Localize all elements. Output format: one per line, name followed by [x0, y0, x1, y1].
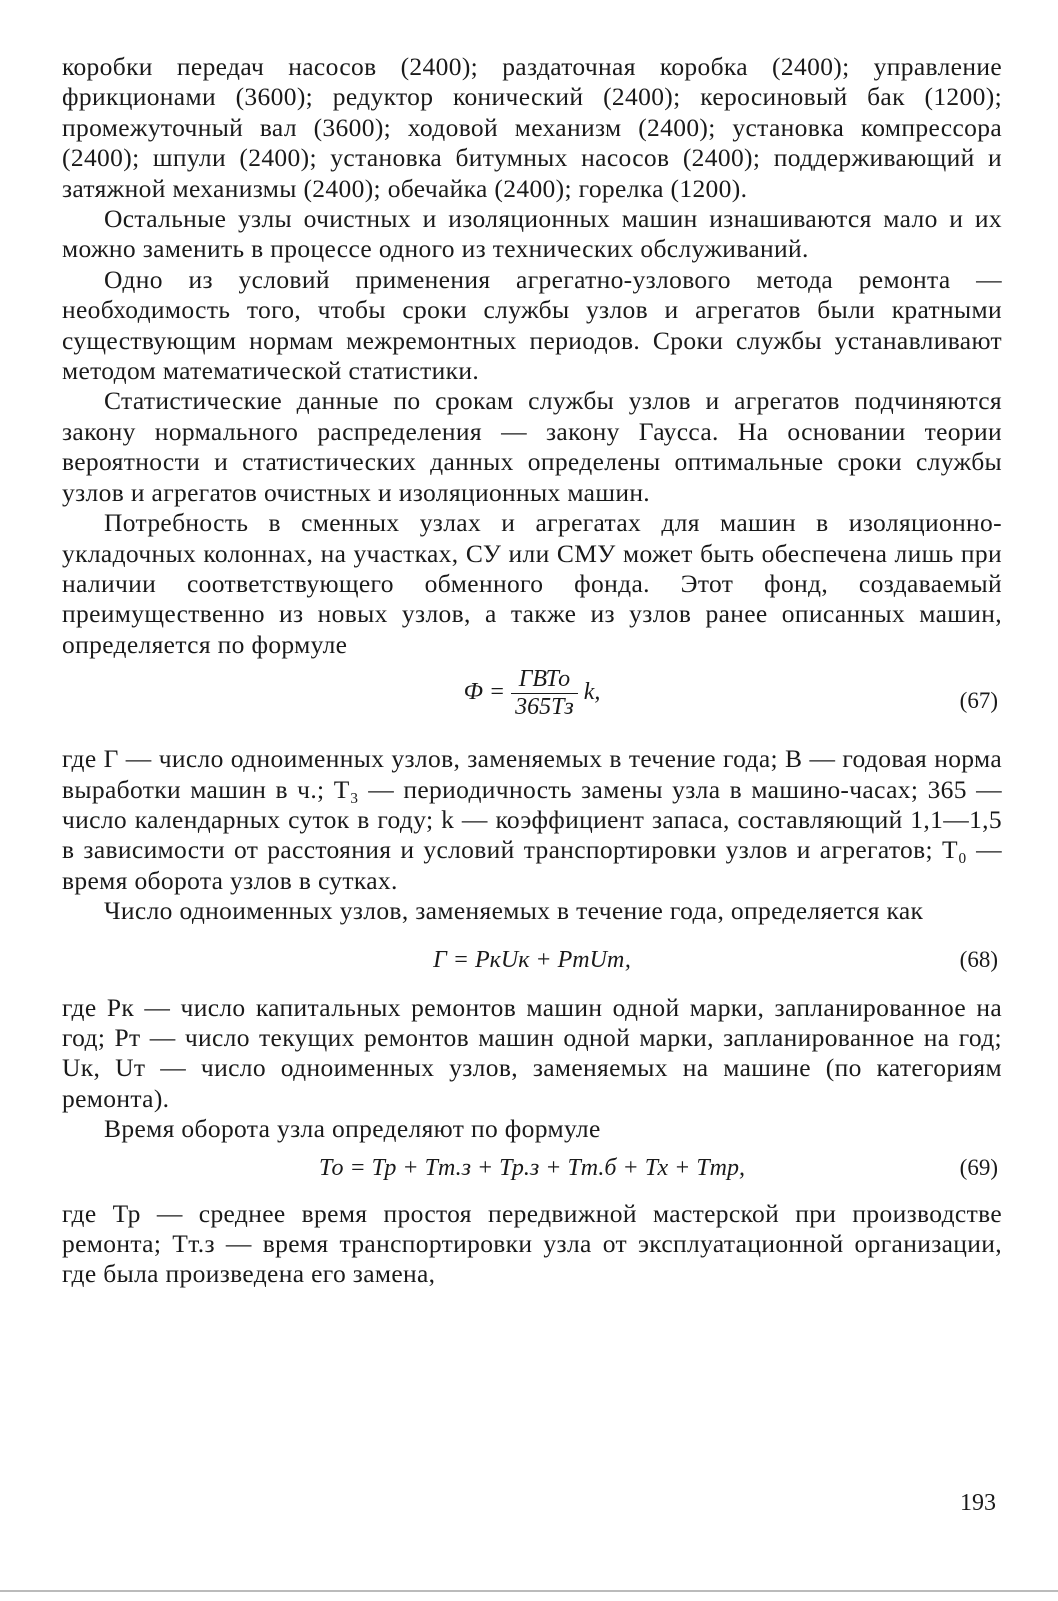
page-number: 193 [960, 1490, 996, 1516]
paragraph-2: Остальные узлы очистных и изоляционных машин изнашиваются мало и их можно заменить в процессе одного из технических обслуживаний. [62, 204, 1002, 264]
formula-68 [62, 927, 1002, 993]
formula-68-number: (68) [959, 946, 998, 972]
paragraph-6: где Г — число одноименных узлов, заменяемых в течение года; В — годовая норма выработки машин в ч.; Т₃ — периодичность замены узла в машино-часах; 365 — число календарных суток в году; k — коэффициент запаса, составляющий 1,1—1,5 в зависимости от расстояния и условий транспортировки узлов и агрегатов; Т₀ — время оборота узлов в сутках. [62, 744, 1002, 895]
formula-68-expression: Г = РкUк + РтUт, [433, 946, 631, 973]
formula-67-numerator: ГВТо [511, 666, 578, 694]
formula-67-number: (67) [959, 688, 998, 714]
formula-69-expression: То = Тр + Тт.з + Тр.з + Тт.б + Тх + Ттр, [319, 1154, 745, 1181]
formula-67-rhs: k, [583, 679, 601, 706]
paragraph-8: где Рк — число капитальных ремонтов машин одной марки, запланированное на год; Рт — число текущих ремонтов машин одной марки, запланированное на год; Uк, Uт — число одноименных узлов, заменяемых на машине (по категориям ремонта). [62, 992, 1002, 1113]
paragraph-10: где Тр — среднее время простоя передвижной мастерской при производстве ремонта; Тт.з — время транспортировки узла от эксплуатационной организации, где была произведена его замена, [62, 1198, 1002, 1289]
page-body [62, 52, 1002, 1290]
formula-67-denominator: 365Тз [515, 694, 574, 721]
paragraph-1: коробки передач насосов (2400); раздаточная коробка (2400); управление фрикционами (3600); редуктор конический (2400); керосиновый бак (1200); промежуточный вал (3600); ходовой механизм (2400); установка компрессора (2400); шпули (2400); установка битумных насосов (2400); поддерживающий и затяжной механизмы (2400); обечайка (2400); горелка (1200). [62, 52, 1002, 203]
formula-67-fraction [511, 666, 578, 721]
formula-69 [62, 1145, 1002, 1199]
page-bottom-edge [0, 1590, 1058, 1592]
paragraph-5: Потребность в сменных узлах и агрегатах для машин в изоляционно-укладочных колоннах, на участках, СУ или СМУ может быть обеспечена лишь при наличии соответствующего обменного фонда. Этот фонд, создаваемый преимущественно из новых узлов, а также из узлов ранее описанных машин, определяется по формуле [62, 508, 1002, 659]
formula-69-number: (69) [959, 1154, 998, 1180]
formula-67-lhs: Ф = [463, 679, 506, 706]
formula-67 [62, 660, 1002, 744]
paragraph-7: Число одноименных узлов, заменяемых в течение года, определяется как [104, 896, 924, 926]
paragraph-3: Одно из условий применения агрегатно-узлового метода ремонта — необходимость того, чтобы сроки службы узлов и агрегатов были кратными существующим нормам межремонтных периодов. Сроки службы устанавливают методом математической статистики. [62, 264, 1002, 386]
paragraph-9: Время оборота узла определяют по формуле [104, 1114, 601, 1144]
paragraph-4: Статистические данные по срокам службы узлов и агрегатов подчиняются закону нормального распределения — закону Гаусса. На основании теории вероятности и статистических данных определены оптимальные сроки службы узлов и агрегатов очистных и изоляционных машин. [62, 386, 1002, 507]
